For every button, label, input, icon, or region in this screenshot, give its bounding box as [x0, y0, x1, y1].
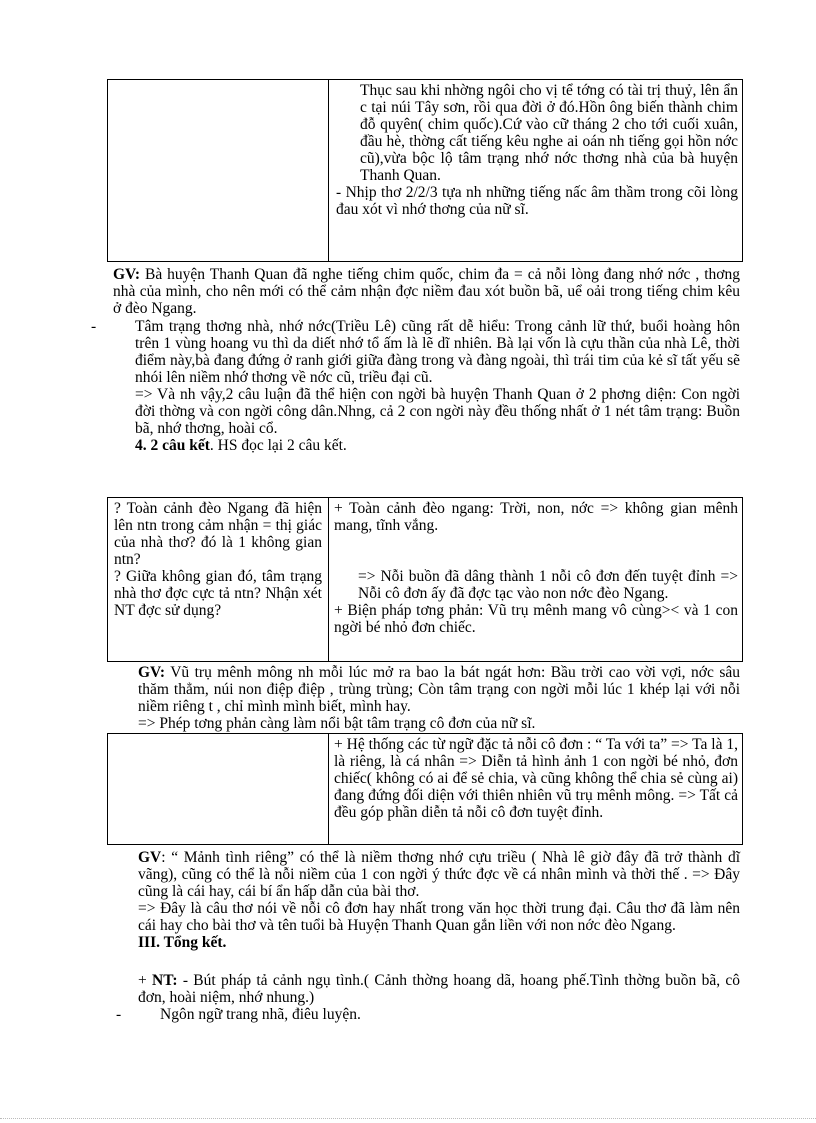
- table-3-divider: [328, 734, 329, 844]
- bullet-item: - Ngôn ngữ trang nhã, điêu luyện.: [116, 1006, 361, 1023]
- table-1: [107, 79, 743, 262]
- gv-note-3: [138, 849, 740, 951]
- gv-arrow: => Đây là câu thơ nói về nỗi cô đơn hay nhất trong văn học thời trung đại. Câu thơ đã làm nên cái hay cho bài thơ và tên tuổi bà Huyện Thanh Quan gắn liền với non nớc đèo Ngang.: [138, 900, 740, 934]
- gv-label: GV:: [138, 664, 165, 681]
- table-2: [107, 497, 743, 662]
- gv-label: GV:: [113, 266, 140, 283]
- table-2-divider: [328, 498, 329, 661]
- table-1-rhythm-note: - Nhịp thơ 2/2/3 tựa nh những tiếng nấc âm thầm trong cõi lòng đau xót vì nhớ thơng của nữ sĩ.: [336, 184, 738, 218]
- table-1-paragraph: Thục sau khi nhờng ngôi cho vị tể tớng có tài trị thuỷ, lên ẩn c tại núi Tây sơn, rồi qua đời ở đó.Hồn ông biến thành chim đỗ quyên( chim quốc).Cứ vào cữ tháng 2 cho tới cuối xuân, đầu hè, thờng cất tiếng kêu nghe ai oán nh tiếng gọi hồn nớc cũ),vừa bộc lộ tâm trạng nhớ nớc thơng nhà của bà huyện Thanh Quan.: [360, 82, 738, 184]
- gv-text: Vũ trụ mênh mông nh mỗi lúc mở ra bao la bát ngát hơn: Bầu trời cao vời vợi, nớc sâu thăm thẳm, núi non điệp điệp , trùng trùng; Còn tâm trạng con ngời mỗi lúc 1 khép lại với nỗi niềm riêng t , chỉ mình mình biết, mình hay.: [138, 664, 740, 715]
- loneliness-analysis: + Hệ thống các từ ngữ đặc tả nỗi cô đơn : “ Ta với ta” => Ta là 1, là riêng, là cá nhân => Diễn tả hình ảnh 1 con ngời bé nhỏ, đơn chiếc( không có ai để sẻ chia, và cũng không thể chia sẻ cùng ai) đang đứng đối diện với thiên nhiên vũ trụ mênh mông. => Tất cả đều góp phần diễn tả nỗi cô đơn tuyệt đỉnh.: [334, 736, 738, 821]
- page-bottom-border: [0, 1118, 816, 1119]
- question-1: ? Toàn cảnh đèo Ngang đã hiện lên ntn trong cảm nhận = thị giác của nhà thơ? đó là 1 không gian ntn?: [114, 500, 322, 568]
- analysis-block: [91, 318, 740, 454]
- answer-1: + Toàn cảnh đèo ngang: Trời, non, nớc => không gian mênh mang, tĩnh vắng.: [334, 500, 738, 534]
- table-2-left-cell: [114, 500, 322, 619]
- gv-label: GV: [138, 849, 162, 866]
- table-3: [107, 733, 743, 845]
- section-heading-4: 4. 2 câu kết. HS đọc lại 2 câu kết.: [135, 437, 347, 454]
- table-1-divider: [328, 80, 329, 261]
- gv-note-2: [138, 664, 740, 732]
- section-heading-3: III. Tổng kết.: [138, 934, 227, 951]
- table-3-right-cell: [334, 736, 738, 821]
- bullet-item: - Tâm trạng thơng nhà, nhớ nớc(Triều Lê) cũng rất dễ hiểu: Trong cảnh lữ thứ, buổi hoàng hôn trên 1 vùng hoang vu thì da diết nhớ tổ ấm là lẽ dĩ nhiên. Bà lại vốn là cựu thần của nhà Lê, thời điểm này,bà đang đứng ở ranh giới giữa đàng trong và đàng ngoài, thì trái tim của kẻ sĩ tất yếu sẽ nhói lên niềm nhớ thơng về nớc cũ, triều đại cũ.: [91, 318, 740, 386]
- table-2-right-cell: [334, 500, 738, 636]
- gv-text: : “ Mảnh tình riêng” có thể là niềm thơng nhớ cựu triều ( Nhà lê giờ đây đã trở thành dĩ vãng), cũng có thể là nỗi niềm của 1 con ngời ý thức đợc về cá nhân mình và thời thế . => Đây cũng là cái hay, cái bí ẩn hấp dẫn của bài thơ.: [138, 849, 740, 900]
- question-2: ? Giữa không gian đó, tâm trạng nhà thơ đợc cực tả ntn? Nhận xét NT đợc sử dụng?: [114, 568, 322, 619]
- answer-3: + Biện pháp tơng phản: Vũ trụ mênh mang vô cùng>< và 1 con ngời bé nhỏ đơn chiếc.: [334, 602, 738, 636]
- summary-block: [116, 972, 740, 1023]
- gv-arrow: => Phép tơng phản càng làm nổi bật tâm trạng cô đơn của nữ sĩ.: [138, 715, 536, 732]
- answer-2: => Nỗi buồn đã dâng thành 1 nỗi cô đơn đến tuyệt đỉnh => Nỗi cô đơn ấy đã đợc tạc vào non nớc đèo Ngang.: [358, 568, 738, 602]
- conclusion-arrow: => Và nh vậy,2 câu luận đã thể hiện con ngời bà huyện Thanh Quan ở 2 phơng diện: Con ngời đời thờng và con ngời công dân.Nhng, cả 2 con ngời này đều thống nhất ở 1 nét tâm trạng: Buồn bã, nhớ thơng, hoài cổ.: [135, 386, 740, 437]
- gv-note-1: [113, 266, 740, 317]
- gv-text: Bà huyện Thanh Quan đã nghe tiếng chim quốc, chim đa = cả nỗi lòng đang nhớ nớc , thơng nhà của mình, cho nên mới có thể cảm nhận đợc niềm đau xót buồn bã, uể oải trong tiếng chim kêu ở đèo Ngang.: [113, 266, 740, 317]
- nt-line: + NT: - Bút pháp tả cảnh ngụ tình.( Cảnh thờng hoang dã, hoang phế.Tình thờng buồn bã, cô đơn, hoài niệm, nhớ nhung.): [138, 972, 740, 1006]
- table-1-right-cell: [336, 82, 738, 218]
